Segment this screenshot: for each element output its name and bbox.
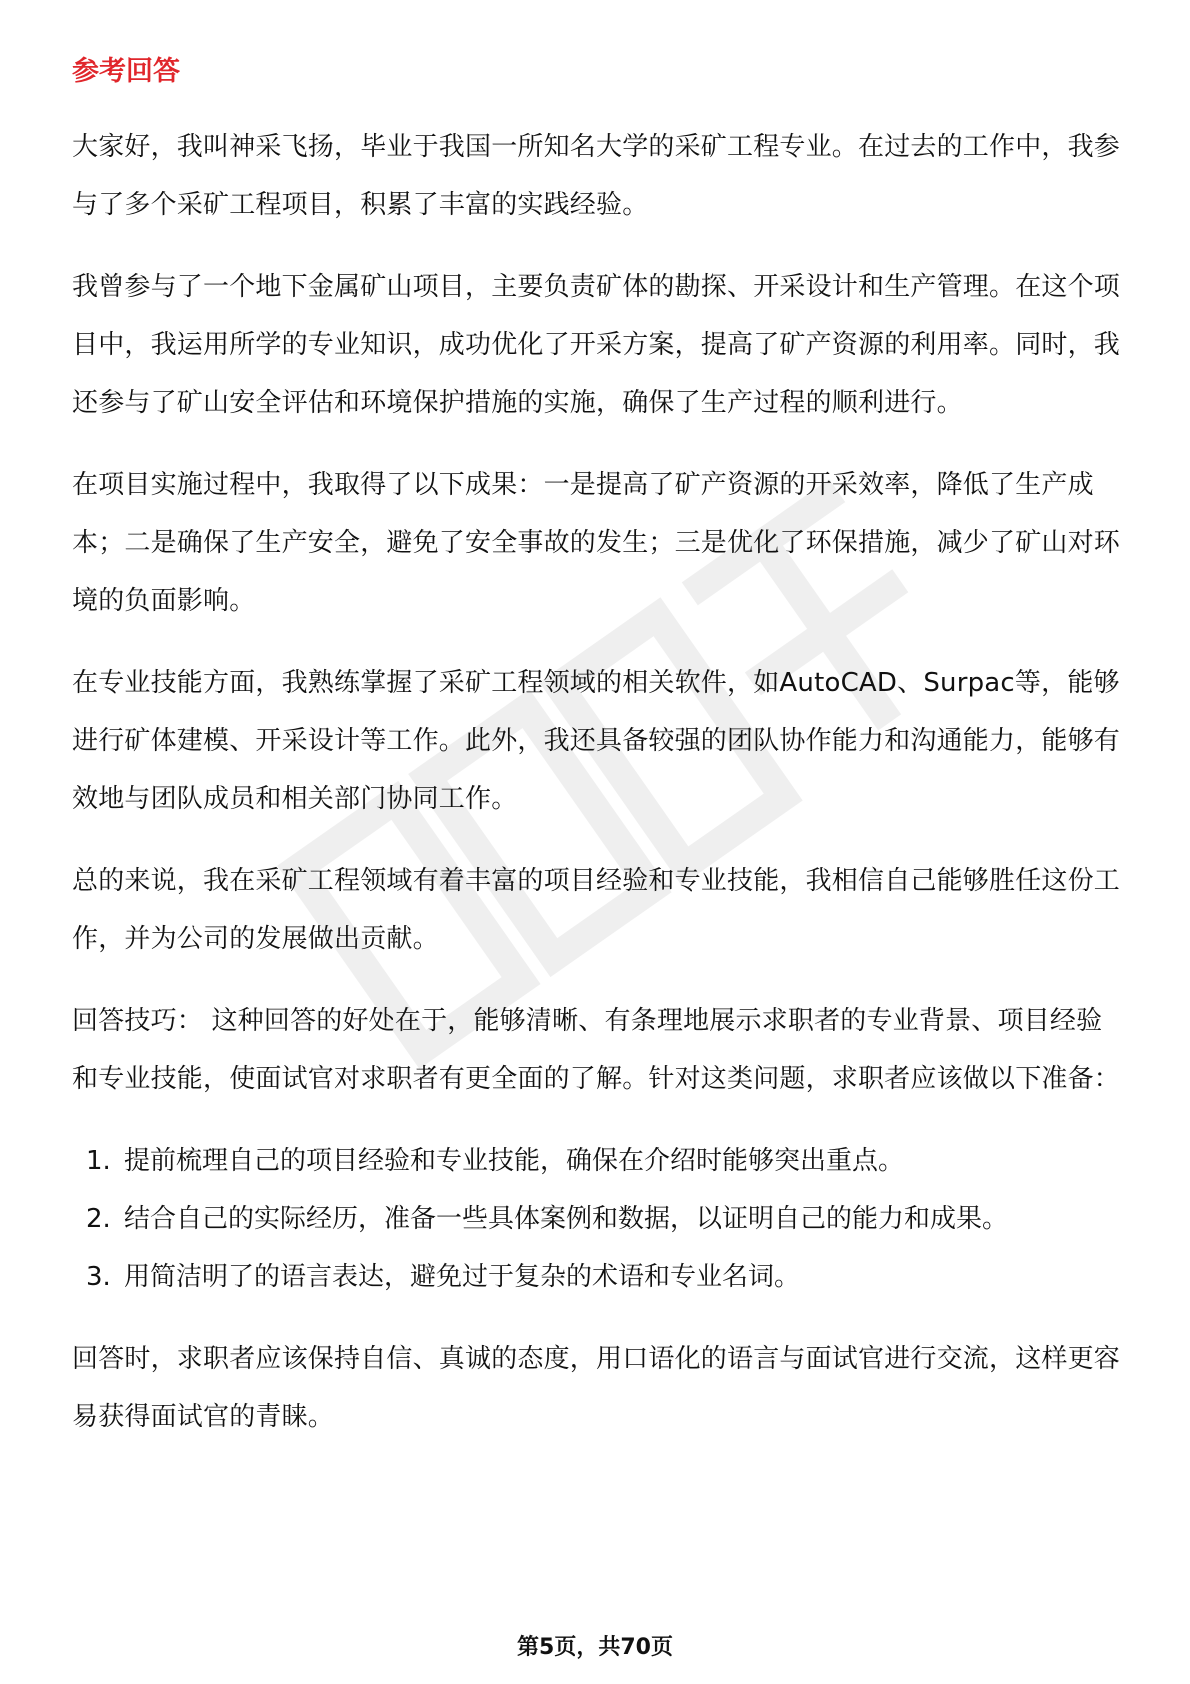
- paragraph-results: 在项目实施过程中，我取得了以下成果：一是提高了矿产资源的开采效率，降低了生产成本；二是确保了生产安全，避免了安全事故的发生；三是优化了环保措施，减少了矿山对环境的负面影响。: [72, 470, 1121, 616]
- paragraph-skills: 在专业技能方面，我熟练掌握了采矿工程领域的相关软件，如AutoCAD、Surpac等，能够进行矿体建模、开采设计等工作。此外，我还具备较强的团队协作能力和沟通能力，能够有效地与团队成员和相关部门协同工作。: [72, 668, 1121, 814]
- paragraph-project: 我曾参与了一个地下金属矿山项目，主要负责矿体的勘探、开采设计和生产管理。在这个项目中，我运用所学的专业知识，成功优化了开采方案，提高了矿产资源的利用率。同时，我还参与了矿山安全评估和环境保护措施的实施，确保了生产过程的顺利进行。: [72, 272, 1121, 418]
- paragraph-tips: 回答技巧： 这种回答的好处在于，能够清晰、有条理地展示求职者的专业背景、项目经验和专业技能，使面试官对求职者有更全面的了解。针对这类问题，求职者应该做以下准备：: [72, 1006, 1121, 1094]
- paragraph-closing: 回答时，求职者应该保持自信、真诚的态度，用口语化的语言与面试官进行交流，这样更容易获得面试官的青睐。: [72, 1344, 1121, 1432]
- list-number: 2.: [86, 1204, 111, 1234]
- list-text: 结合自己的实际经历，准备一些具体案例和数据，以证明自己的能力和成果。: [124, 1204, 1009, 1234]
- paragraph-intro: 大家好，我叫神采飞扬，毕业于我国一所知名大学的采矿工程专业。在过去的工作中，我参与了多个采矿工程项目，积累了丰富的实践经验。: [72, 132, 1121, 220]
- list-item: [72, 1248, 1122, 1306]
- document-page: [72, 48, 1122, 1470]
- paragraph-summary: 总的来说，我在采矿工程领域有着丰富的项目经验和专业技能，我相信自己能够胜任这份工作，并为公司的发展做出贡献。: [72, 866, 1121, 954]
- list-item: [72, 1190, 1122, 1248]
- list-number: 1.: [86, 1146, 111, 1176]
- page-footer: 第5页，共70页: [517, 1635, 673, 1660]
- list-number: 3.: [86, 1262, 111, 1292]
- list-item: [72, 1132, 1122, 1190]
- section-heading: 参考回答: [72, 56, 180, 87]
- preparation-list: [72, 1132, 1122, 1306]
- list-text: 提前梳理自己的项目经验和专业技能，确保在介绍时能够突出重点。: [124, 1146, 905, 1176]
- list-text: 用简洁明了的语言表达，避免过于复杂的术语和专业名词。: [124, 1262, 801, 1292]
